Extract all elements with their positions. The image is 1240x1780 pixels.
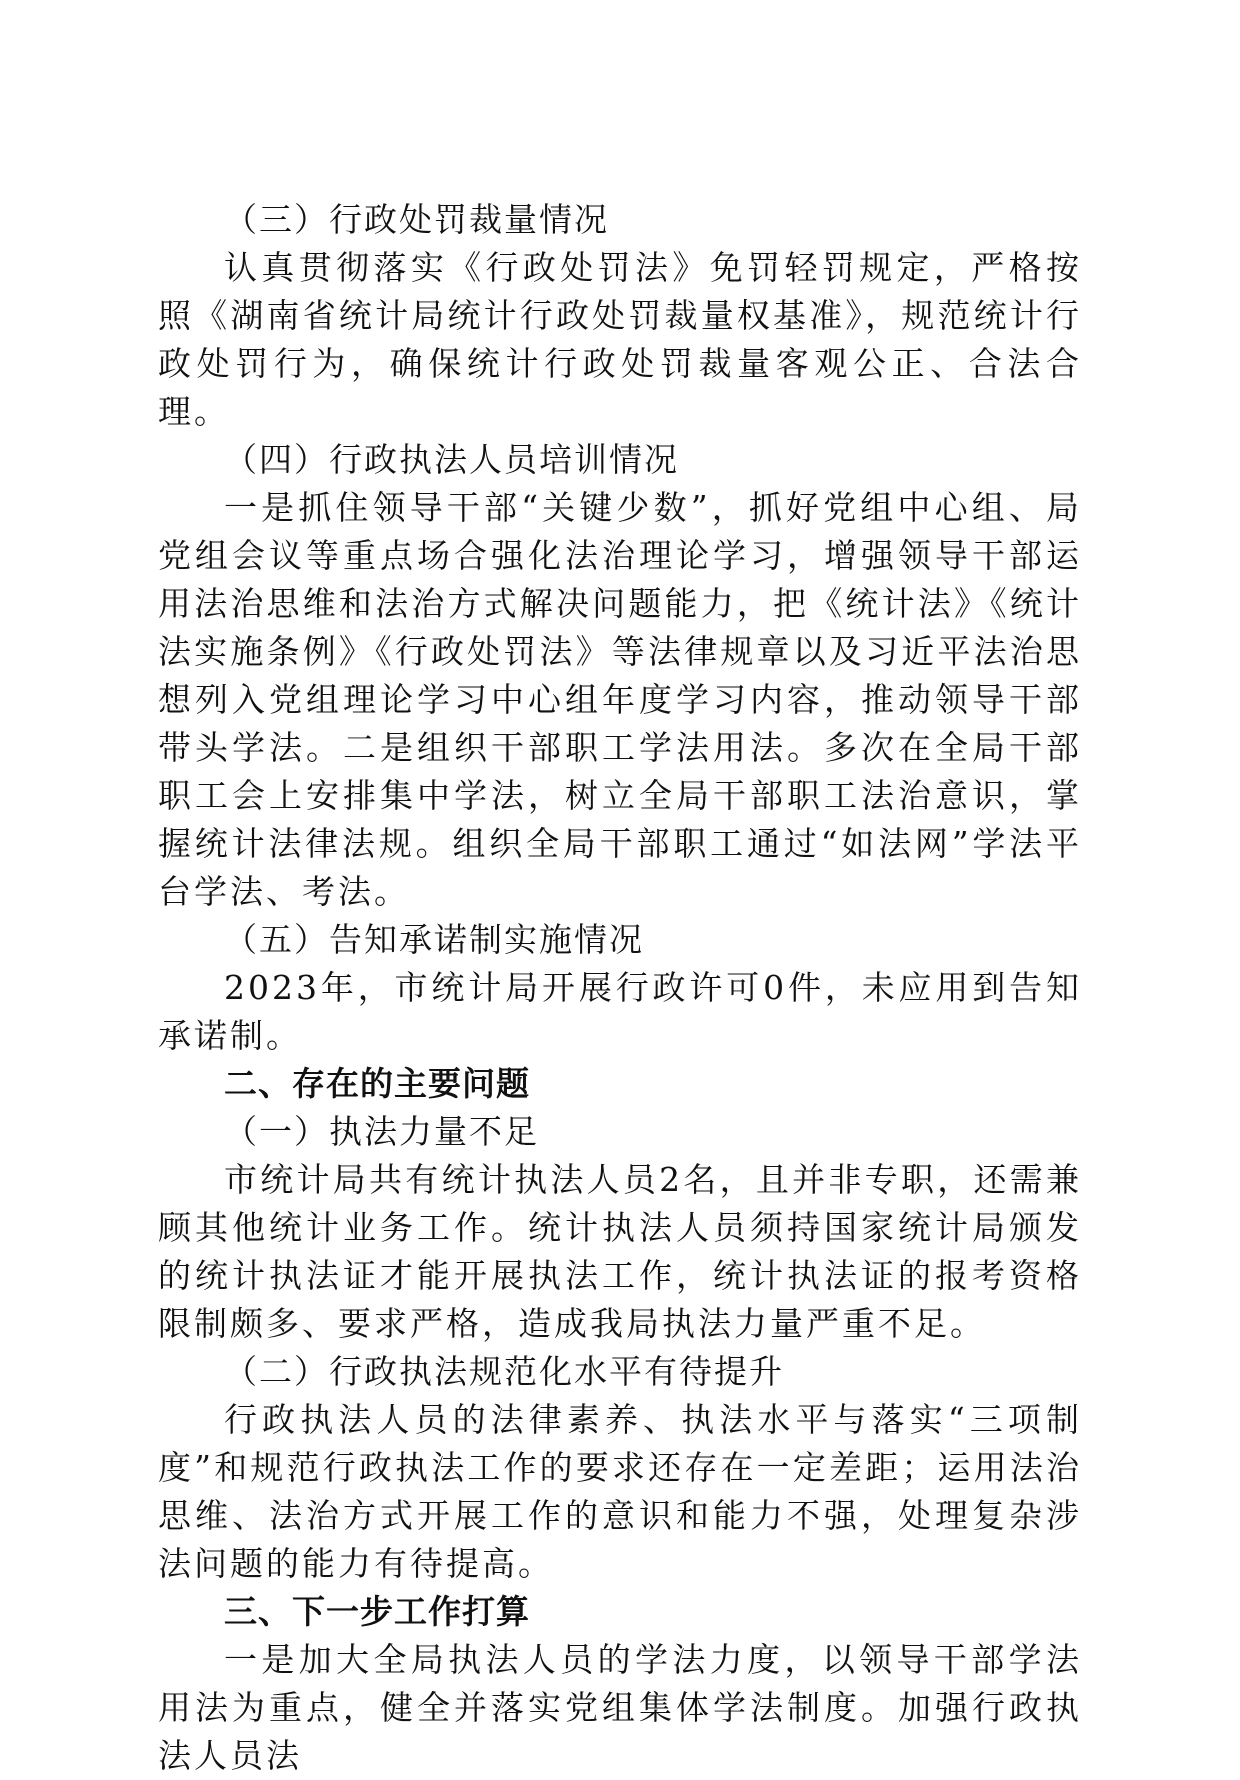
paragraph-staff-training: 一是抓住领导干部“关键少数”，抓好党组中心组、局党组会议等重点场合强化法治理论学习，增强领导干部运用法治思维和法治方式解决问题能力，把《统计法》《统计法实施条例》《行政处罚法》等法律规章以及习近平法治思想列入党组理论学习中心组年度学习内容，推动领导干部带头学法。二是组织干部职工学法用法。多次在全局干部职工会上安排集中学法，树立全局干部职工法治意识，掌握统计法律法规。组织全局干部职工通过“如法网”学法平台学法、考法。 [158, 488, 1082, 911]
paragraph-next-steps: 一是加大全局执法人员的学法力度，以领导干部学法用法为重点，健全并落实党组集体学法制度。加强行政执法人员法 [158, 1640, 1082, 1775]
section-heading-staff-training: （四）行政执法人员培训情况 [224, 440, 679, 479]
chapter-heading-next-steps: 三、下一步工作打算 [224, 1592, 530, 1631]
paragraph-notification-commitment: 2023年，市统计局开展行政许可0件，未应用到告知承诺制。 [158, 968, 1082, 1055]
section-heading-notification-commitment: （五）告知承诺制实施情况 [224, 920, 644, 959]
paragraph-penalty-discretion: 认真贯彻落实《行政处罚法》免罚轻罚规定，严格按照《湖南省统计局统计行政处罚裁量权基准》，规范统计行政处罚行为，确保统计行政处罚裁量客观公正、合法合理。 [158, 248, 1082, 431]
section-heading-insufficient-force: （一）执法力量不足 [224, 1112, 539, 1151]
paragraph-insufficient-force: 市统计局共有统计执法人员2名，且并非专职，还需兼顾其他统计业务工作。统计执法人员须持国家统计局颁发的统计执法证才能开展执法工作，统计执法证的报考资格限制颇多、要求严格，造成我局执法力量严重不足。 [158, 1160, 1082, 1343]
chapter-heading-main-problems: 二、存在的主要问题 [224, 1064, 530, 1103]
paragraph-standardization: 行政执法人员的法律素养、执法水平与落实“三项制度”和规范行政执法工作的要求还存在一定差距；运用法治思维、法治方式开展工作的意识和能力不强，处理复杂涉法问题的能力有待提高。 [158, 1400, 1082, 1583]
section-heading-penalty-discretion: （三）行政处罚裁量情况 [224, 200, 609, 239]
section-heading-standardization: （二）行政执法规范化水平有待提升 [224, 1352, 784, 1391]
document-body [158, 196, 1082, 1780]
